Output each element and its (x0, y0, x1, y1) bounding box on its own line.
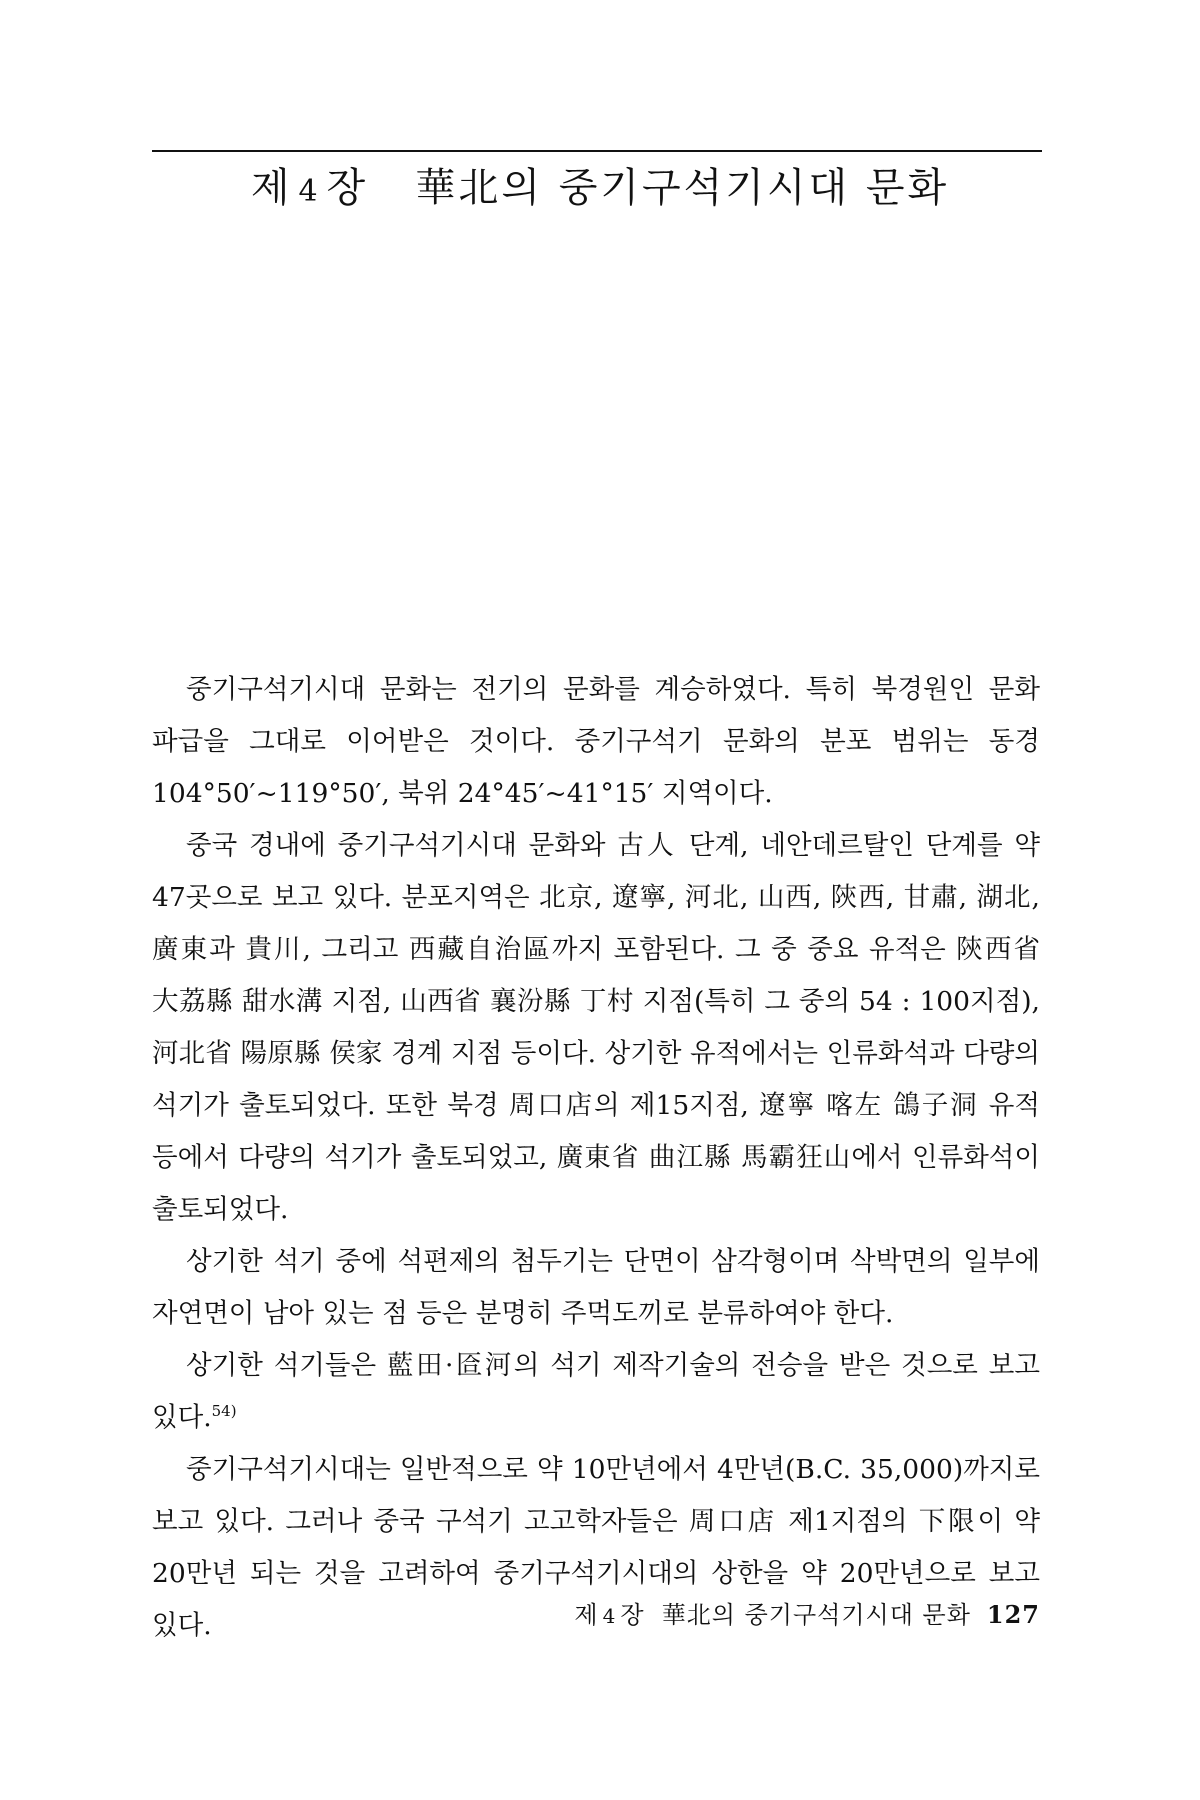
footer-chapter-title: 華北의 중기구석기시대 문화 (661, 1601, 971, 1629)
footer-chapter-number: 4 (602, 1604, 617, 1628)
chapter-title-text: 華北의 중기구석기시대 문화 (415, 165, 950, 211)
paragraph-2: 중국 경내에 중기구석기시대 문화와 古人 단계, 네안데르탈인 단계를 약 47곳으로 보고 있다. 분포지역은 北京, 遼寧, 河北, 山西, 陝西, 甘肅, 湖北, 廣東과 貴川, 그리고 西藏自治區까지 포함된다. 그 중 중요 유적은 陝西省 大荔縣 甜水溝 지점, 山西省 襄汾縣 丁村 지점(특히 그 중의 54 : 100지점), 河北省 陽原縣 侯家 경계 지점 등이다. 상기한 유적에서는 인류화석과 다량의 석기가 출토되었다. 또한 북경 周口店의 제15지점, 遼寧 喀左 鴿子洞 유적 등에서 다량의 석기가 출토되었고, 廣東省 曲江縣 馬霸狂山에서 인류화석이 출토되었다. (152, 830, 1040, 1225)
chapter-prefix: 제 (250, 165, 293, 211)
body-text (152, 664, 1040, 1652)
top-rule (152, 150, 1042, 152)
running-footer (574, 1595, 1040, 1630)
paragraph-1: 중기구석기시대 문화는 전기의 문화를 계승하였다. 특히 북경원인 문화 파급을 그대로 이어받은 것이다. 중기구석기 문화의 분포 범위는 동경 104°50′~119°50′, 북위 24°45′~41°15′ 지역이다. (152, 674, 1040, 809)
paragraph-4-text: 상기한 석기들은 藍田·匼河의 석기 제작기술의 전승을 받은 것으로 보고 있다. (152, 1350, 1040, 1433)
chapter-title (0, 160, 1200, 220)
paragraph-3: 상기한 석기 중에 석편제의 첨두기는 단면이 삼각형이며 삭박면의 일부에 자연면이 남아 있는 점 등은 분명히 주먹도끼로 분류하여야 한다. (152, 1246, 1040, 1329)
chapter-number: 4 (298, 174, 321, 209)
footer-chapter-suffix: 장 (620, 1601, 645, 1629)
paragraph-4 (152, 1340, 1040, 1444)
footer-chapter-prefix: 제 (574, 1601, 599, 1629)
footnote-reference[interactable]: 54) (211, 1402, 237, 1420)
chapter-suffix: 장 (326, 165, 369, 211)
page-number: 127 (986, 1600, 1040, 1629)
paragraph-5: 중기구석기시대는 일반적으로 약 10만년에서 4만년(B.C. 35,000)까지로 보고 있다. 그러나 중국 구석기 고고학자들은 周口店 제1지점의 下限이 약 20만년 되는 것을 고려하여 중기구석기시대의 상한을 약 20만년으로 보고 있다. (152, 1454, 1040, 1641)
